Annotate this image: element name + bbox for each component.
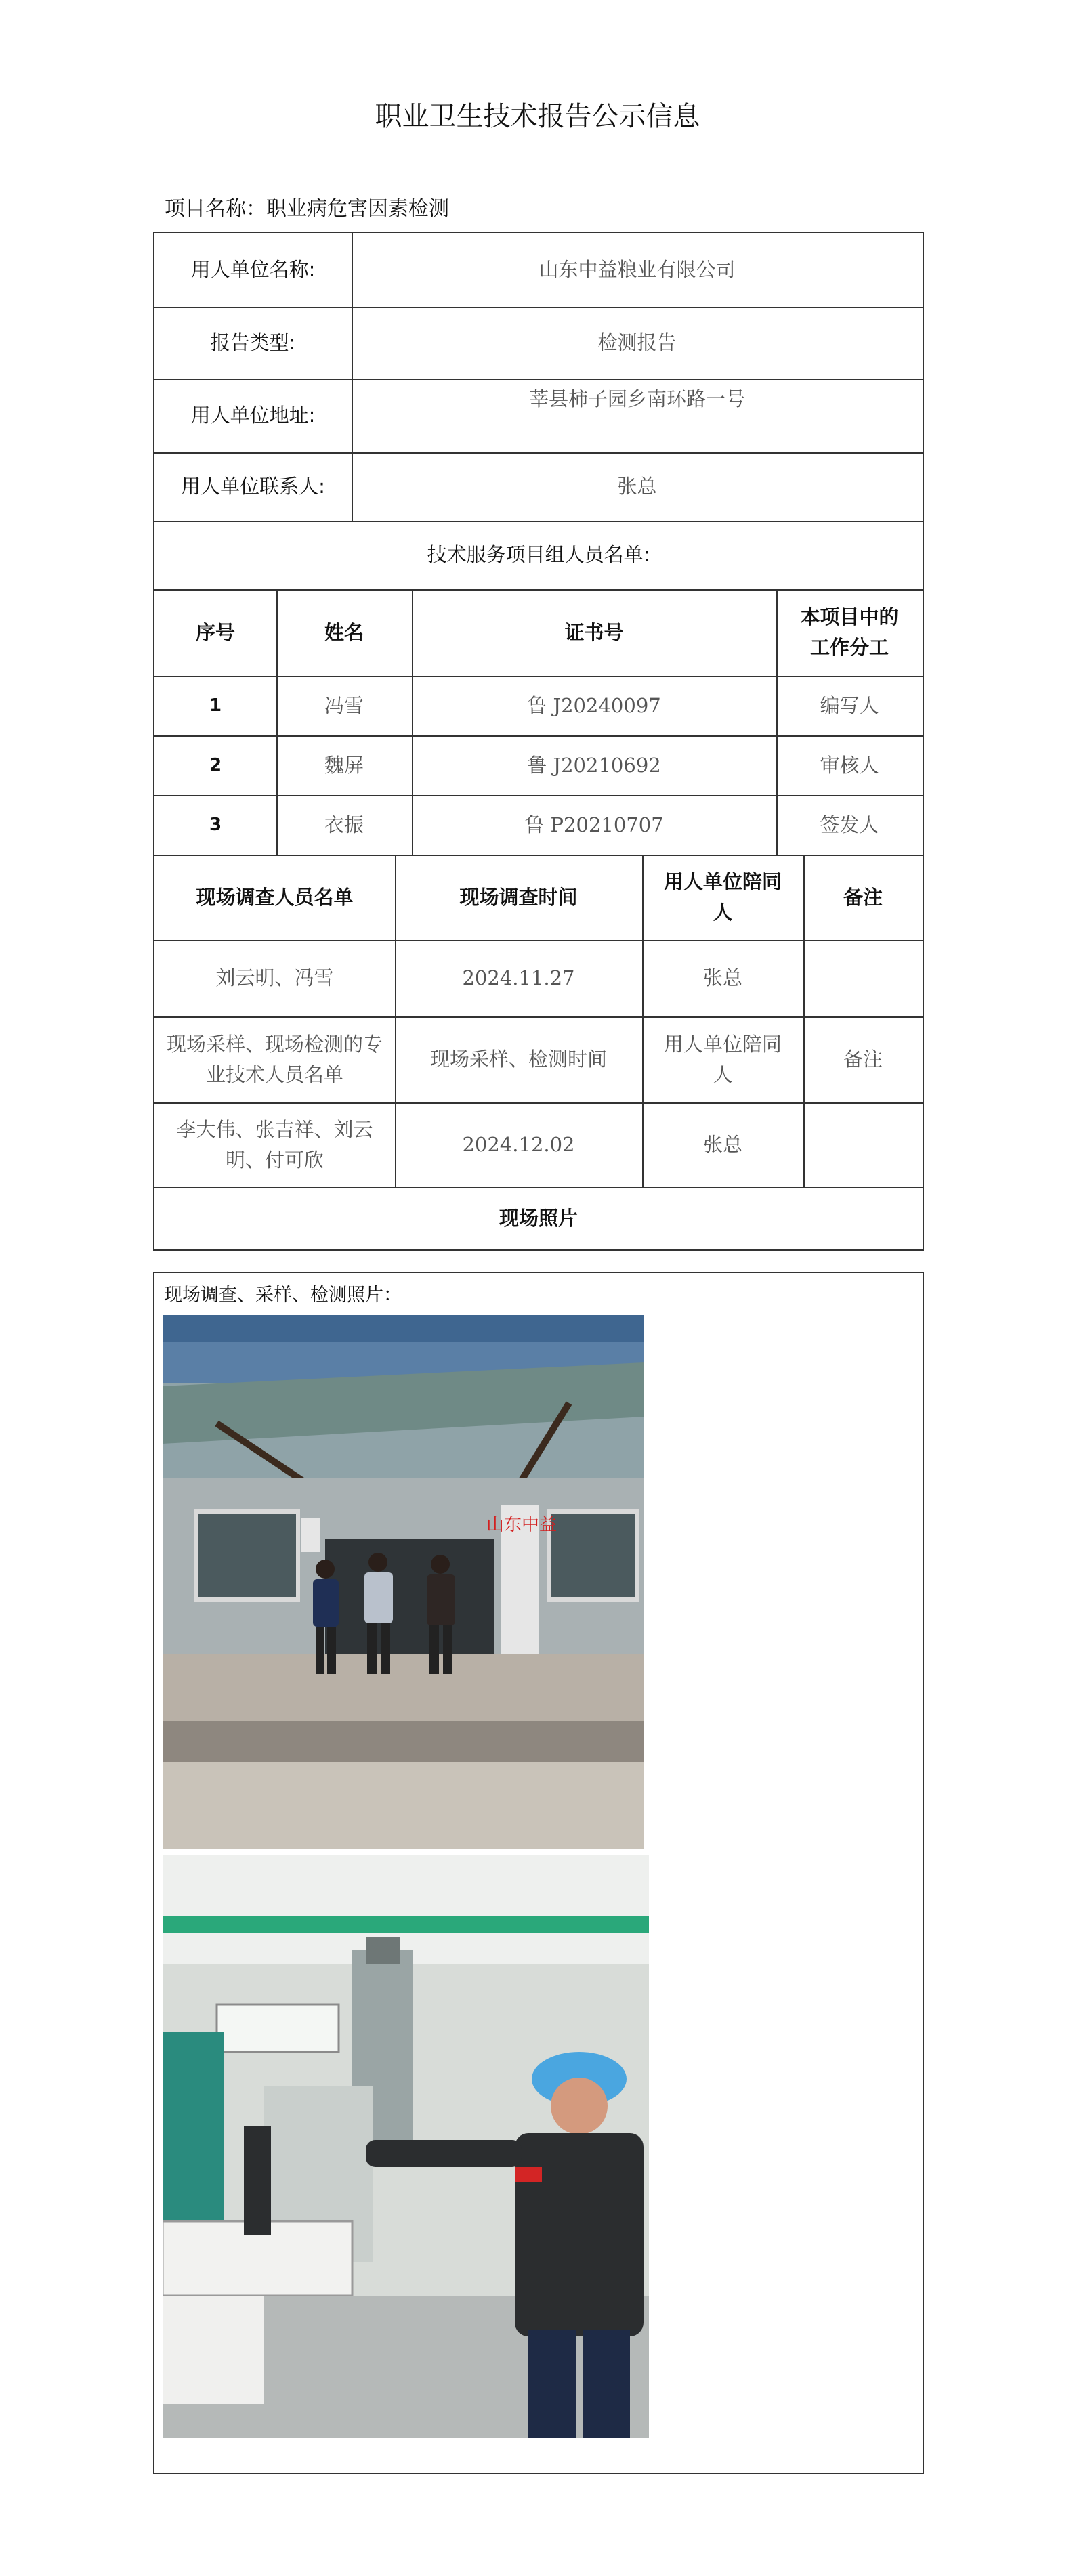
team-row-1-name: 冯雪 xyxy=(324,693,364,717)
survey-time: 2024.11.27 xyxy=(462,966,575,990)
info-value-address: 莘县柿子园乡南环路一号 xyxy=(528,387,745,410)
team-row-2-cert: 鲁 J20210692 xyxy=(527,753,661,777)
team-row-1-role: 编写人 xyxy=(820,693,879,717)
sampling-header-escort: 用人单位陪同人 xyxy=(663,1032,782,1086)
team-header-cert: 证书号 xyxy=(564,620,624,644)
survey-header-escort: 用人单位陪同人 xyxy=(663,870,782,924)
info-label-report-type: 报告类型: xyxy=(210,330,296,354)
team-row-3-name: 衣振 xyxy=(324,813,364,836)
sampling-people: 李大伟、张吉祥、刘云明、付可欣 xyxy=(176,1117,373,1172)
team-row-2-name: 魏屏 xyxy=(324,753,364,777)
team-row-3-seq: 3 xyxy=(209,814,222,835)
info-table xyxy=(153,232,924,1251)
team-row-1-cert: 鲁 J20240097 xyxy=(527,693,661,717)
info-label-company: 用人单位名称: xyxy=(190,258,316,282)
sampling-photo xyxy=(163,1855,649,2438)
survey-header-people: 现场调查人员名单 xyxy=(196,885,354,909)
sign-text: 山东中益 xyxy=(486,1515,557,1535)
team-row-3-cert: 鲁 P20210707 xyxy=(524,813,664,836)
info-value-report-type: 检测报告 xyxy=(597,330,677,354)
survey-header-note: 备注 xyxy=(843,885,883,909)
photos-section xyxy=(153,1272,924,2474)
sampling-note xyxy=(803,1102,923,1187)
info-label-address: 用人单位地址: xyxy=(190,404,316,427)
sampling-escort: 张总 xyxy=(702,1133,742,1157)
sampling-header-note: 备注 xyxy=(843,1048,883,1071)
info-value-company: 山东中益粮业有限公司 xyxy=(539,258,736,282)
info-label-contact: 用人单位联系人: xyxy=(181,475,325,498)
photos-caption: 现场调查、采样、检测照片： xyxy=(164,1285,402,1306)
info-value-contact: 张总 xyxy=(617,475,657,498)
team-header-role: 本项目中的工作分工 xyxy=(800,605,899,659)
survey-people: 刘云明、冯雪 xyxy=(215,966,334,990)
team-header-name: 姓名 xyxy=(324,620,364,644)
team-row-1-seq: 1 xyxy=(209,695,222,716)
project-name: 项目名称：职业病危害因素检测 xyxy=(165,197,449,221)
team-row-3-role: 签发人 xyxy=(820,813,879,836)
survey-header-time: 现场调查时间 xyxy=(459,885,578,909)
team-header-seq: 序号 xyxy=(195,620,235,644)
photos-label: 现场照片 xyxy=(499,1206,578,1230)
page-title: 职业卫生技术报告公示信息 xyxy=(375,101,700,132)
sampling-header-time: 现场采样、检测时间 xyxy=(429,1048,607,1071)
team-title: 技术服务项目组人员名单: xyxy=(427,543,650,567)
survey-escort: 张总 xyxy=(702,966,742,990)
sampling-header-people: 现场采样、现场检测的专业技术人员名单 xyxy=(166,1032,383,1086)
sampling-time: 2024.12.02 xyxy=(462,1133,575,1157)
team-row-2-seq: 2 xyxy=(209,754,222,775)
team-row-2-role: 审核人 xyxy=(820,753,879,777)
survey-note xyxy=(803,940,923,1016)
site-entrance-photo xyxy=(163,1315,644,1849)
